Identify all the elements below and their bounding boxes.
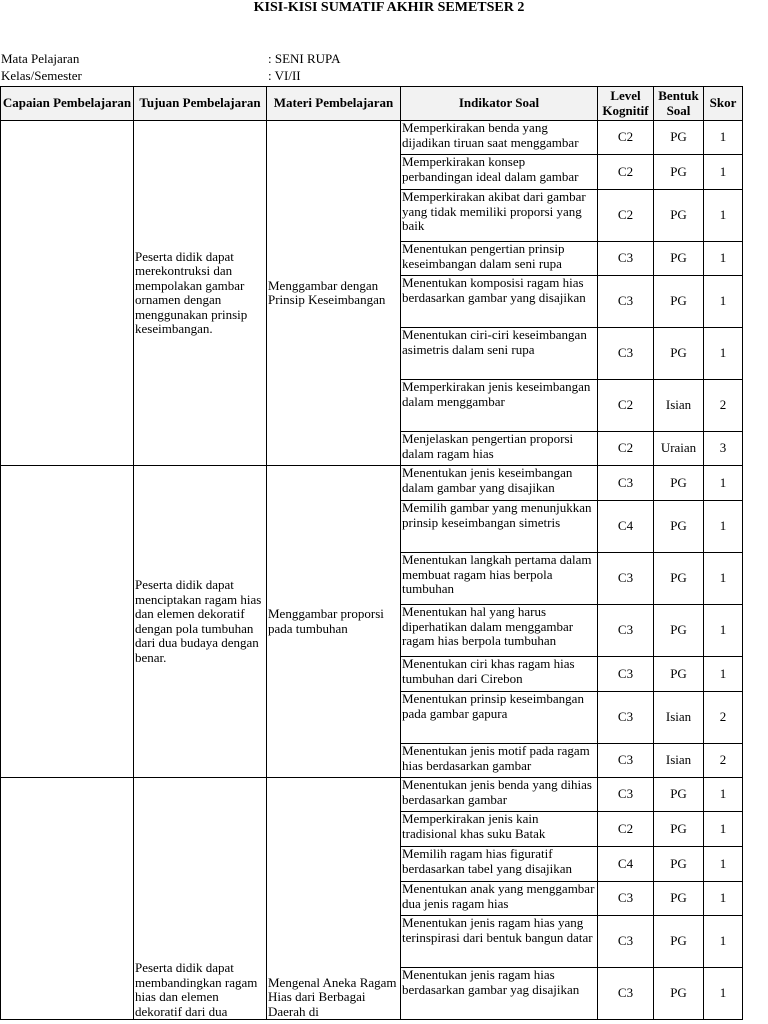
bentuk-cell: Isian bbox=[654, 744, 704, 778]
level-cell: C3 bbox=[598, 328, 654, 380]
indikator-cell: Menentukan prinsip keseimbangan pada gambar gapura bbox=[401, 692, 598, 744]
skor-cell: 1 bbox=[704, 882, 743, 916]
bentuk-cell: PG bbox=[654, 328, 704, 380]
bentuk-cell: Isian bbox=[654, 692, 704, 744]
bentuk-cell: Uraian bbox=[654, 432, 704, 466]
bentuk-cell: PG bbox=[654, 155, 704, 190]
indikator-cell: Menentukan jenis ragam hias yang terinspirasi dari bentuk bangun datar bbox=[401, 916, 598, 968]
skor-cell: 1 bbox=[704, 190, 743, 242]
skor-cell: 1 bbox=[704, 847, 743, 882]
bentuk-cell: PG bbox=[654, 553, 704, 605]
tujuan-cell: Peserta didik dapat membandingkan ragam hias dan elemen dekoratif dari dua bbox=[134, 778, 267, 1020]
skor-cell: 1 bbox=[704, 968, 743, 1020]
level-cell: C4 bbox=[598, 847, 654, 882]
class-label: Kelas/Semester bbox=[1, 68, 82, 83]
skor-cell: 1 bbox=[704, 466, 743, 501]
skor-cell: 2 bbox=[704, 692, 743, 744]
level-cell: C2 bbox=[598, 812, 654, 847]
bentuk-cell: PG bbox=[654, 778, 704, 812]
bentuk-cell: PG bbox=[654, 466, 704, 501]
skor-cell: 1 bbox=[704, 155, 743, 190]
header-capaian: Capaian Pembelajaran bbox=[1, 87, 134, 121]
level-cell: C3 bbox=[598, 276, 654, 328]
indikator-cell: Menjelaskan pengertian proporsi dalam ragam hias bbox=[401, 432, 598, 466]
bentuk-cell: PG bbox=[654, 605, 704, 657]
bentuk-cell: PG bbox=[654, 916, 704, 968]
subject-label: Mata Pelajaran bbox=[1, 51, 80, 66]
bentuk-cell: PG bbox=[654, 121, 704, 155]
level-cell: C3 bbox=[598, 657, 654, 692]
indikator-cell: Menentukan ciri-ciri keseimbangan asimetris dalam seni rupa bbox=[401, 328, 598, 380]
bentuk-cell: Isian bbox=[654, 380, 704, 432]
kisi-kisi-table bbox=[0, 86, 743, 1020]
materi-cell: Mengenal Aneka Ragam Hias dari Berbagai Daerah di bbox=[267, 778, 401, 1020]
capaian-cell bbox=[1, 466, 134, 778]
skor-cell: 2 bbox=[704, 380, 743, 432]
indikator-cell: Menentukan pengertian prinsip keseimbangan dalam seni rupa bbox=[401, 242, 598, 276]
level-cell: C3 bbox=[598, 692, 654, 744]
materi-cell: Menggambar proporsi pada tumbuhan bbox=[267, 466, 401, 778]
table-row bbox=[1, 778, 743, 812]
class-value: : VI/II bbox=[268, 68, 301, 83]
skor-cell: 1 bbox=[704, 605, 743, 657]
indikator-cell: Menentukan hal yang harus diperhatikan dalam menggambar ragam hias berpola tumbuhan bbox=[401, 605, 598, 657]
table-row bbox=[1, 121, 743, 155]
header-level: Level Kognitif bbox=[598, 87, 654, 121]
skor-cell: 1 bbox=[704, 121, 743, 155]
level-cell: C2 bbox=[598, 380, 654, 432]
skor-cell: 3 bbox=[704, 432, 743, 466]
indikator-cell: Menentukan anak yang menggambar dua jenis ragam hias bbox=[401, 882, 598, 916]
level-cell: C2 bbox=[598, 121, 654, 155]
bentuk-cell: PG bbox=[654, 501, 704, 553]
table-header-row bbox=[1, 87, 743, 121]
level-cell: C3 bbox=[598, 968, 654, 1020]
level-cell: C4 bbox=[598, 501, 654, 553]
indikator-cell: Menentukan langkah pertama dalam membuat ragam hias berpola tumbuhan bbox=[401, 553, 598, 605]
skor-cell: 1 bbox=[704, 916, 743, 968]
skor-cell: 1 bbox=[704, 778, 743, 812]
document-title: KISI-KISI SUMATIF AKHIR SEMETSER 2 bbox=[253, 0, 525, 15]
indikator-cell: Memperkirakan benda yang dijadikan tiruan saat menggambar bbox=[401, 121, 598, 155]
level-cell: C2 bbox=[598, 432, 654, 466]
skor-cell: 1 bbox=[704, 328, 743, 380]
header-skor: Skor bbox=[704, 87, 743, 121]
bentuk-cell: PG bbox=[654, 968, 704, 1020]
bentuk-cell: PG bbox=[654, 190, 704, 242]
bentuk-cell: PG bbox=[654, 276, 704, 328]
level-cell: C3 bbox=[598, 466, 654, 501]
level-cell: C2 bbox=[598, 155, 654, 190]
level-cell: C3 bbox=[598, 778, 654, 812]
indikator-cell: Memperkirakan akibat dari gambar yang tidak memiliki proporsi yang baik bbox=[401, 190, 598, 242]
table-row bbox=[1, 466, 743, 501]
indikator-cell: Memilih ragam hias figuratif berdasarkan tabel yang disajikan bbox=[401, 847, 598, 882]
level-cell: C3 bbox=[598, 744, 654, 778]
bentuk-cell: PG bbox=[654, 242, 704, 276]
indikator-cell: Memperkirakan konsep perbandingan ideal dalam gambar bbox=[401, 155, 598, 190]
bentuk-cell: PG bbox=[654, 847, 704, 882]
skor-cell: 2 bbox=[704, 744, 743, 778]
capaian-cell bbox=[1, 778, 134, 1020]
indikator-cell: Menentukan komposisi ragam hias berdasarkan gambar yang disajikan bbox=[401, 276, 598, 328]
indikator-cell: Menentukan ciri khas ragam hias tumbuhan dari Cirebon bbox=[401, 657, 598, 692]
indikator-cell: Menentukan jenis motif pada ragam hias berdasarkan gambar bbox=[401, 744, 598, 778]
skor-cell: 1 bbox=[704, 242, 743, 276]
bentuk-cell: PG bbox=[654, 812, 704, 847]
capaian-cell bbox=[1, 121, 134, 466]
level-cell: C3 bbox=[598, 882, 654, 916]
skor-cell: 1 bbox=[704, 657, 743, 692]
materi-cell: Menggambar dengan Prinsip Keseimbangan bbox=[267, 121, 401, 466]
indikator-cell: Memperkirakan jenis kain tradisional khas suku Batak bbox=[401, 812, 598, 847]
indikator-cell: Menentukan jenis keseimbangan dalam gambar yang disajikan bbox=[401, 466, 598, 501]
level-cell: C3 bbox=[598, 916, 654, 968]
tujuan-cell: Peserta didik dapat menciptakan ragam hias dan elemen dekoratif dengan pola tumbuhan dari dua budaya dengan benar. bbox=[134, 466, 267, 778]
bentuk-cell: PG bbox=[654, 882, 704, 916]
indikator-cell: Memperkirakan jenis keseimbangan dalam menggambar bbox=[401, 380, 598, 432]
tujuan-cell: Peserta didik dapat merekontruksi dan mempolakan gambar ornamen dengan menggunakan prinsip keseimbangan. bbox=[134, 121, 267, 466]
header-bentuk: Bentuk Soal bbox=[654, 87, 704, 121]
level-cell: C3 bbox=[598, 605, 654, 657]
skor-cell: 1 bbox=[704, 812, 743, 847]
skor-cell: 1 bbox=[704, 501, 743, 553]
level-cell: C3 bbox=[598, 553, 654, 605]
indikator-cell: Memilih gambar yang menunjukkan prinsip keseimbangan simetris bbox=[401, 501, 598, 553]
bentuk-cell: PG bbox=[654, 657, 704, 692]
header-indikator: Indikator Soal bbox=[401, 87, 598, 121]
level-cell: C2 bbox=[598, 190, 654, 242]
skor-cell: 1 bbox=[704, 276, 743, 328]
header-tujuan: Tujuan Pembelajaran bbox=[134, 87, 267, 121]
indikator-cell: Menentukan jenis benda yang dihias berdasarkan gambar bbox=[401, 778, 598, 812]
skor-cell: 1 bbox=[704, 553, 743, 605]
header-materi: Materi Pembelajaran bbox=[267, 87, 401, 121]
level-cell: C3 bbox=[598, 242, 654, 276]
indikator-cell: Menentukan jenis ragam hias berdasarkan gambar yag disajikan bbox=[401, 968, 598, 1020]
subject-value: : SENI RUPA bbox=[268, 51, 341, 66]
